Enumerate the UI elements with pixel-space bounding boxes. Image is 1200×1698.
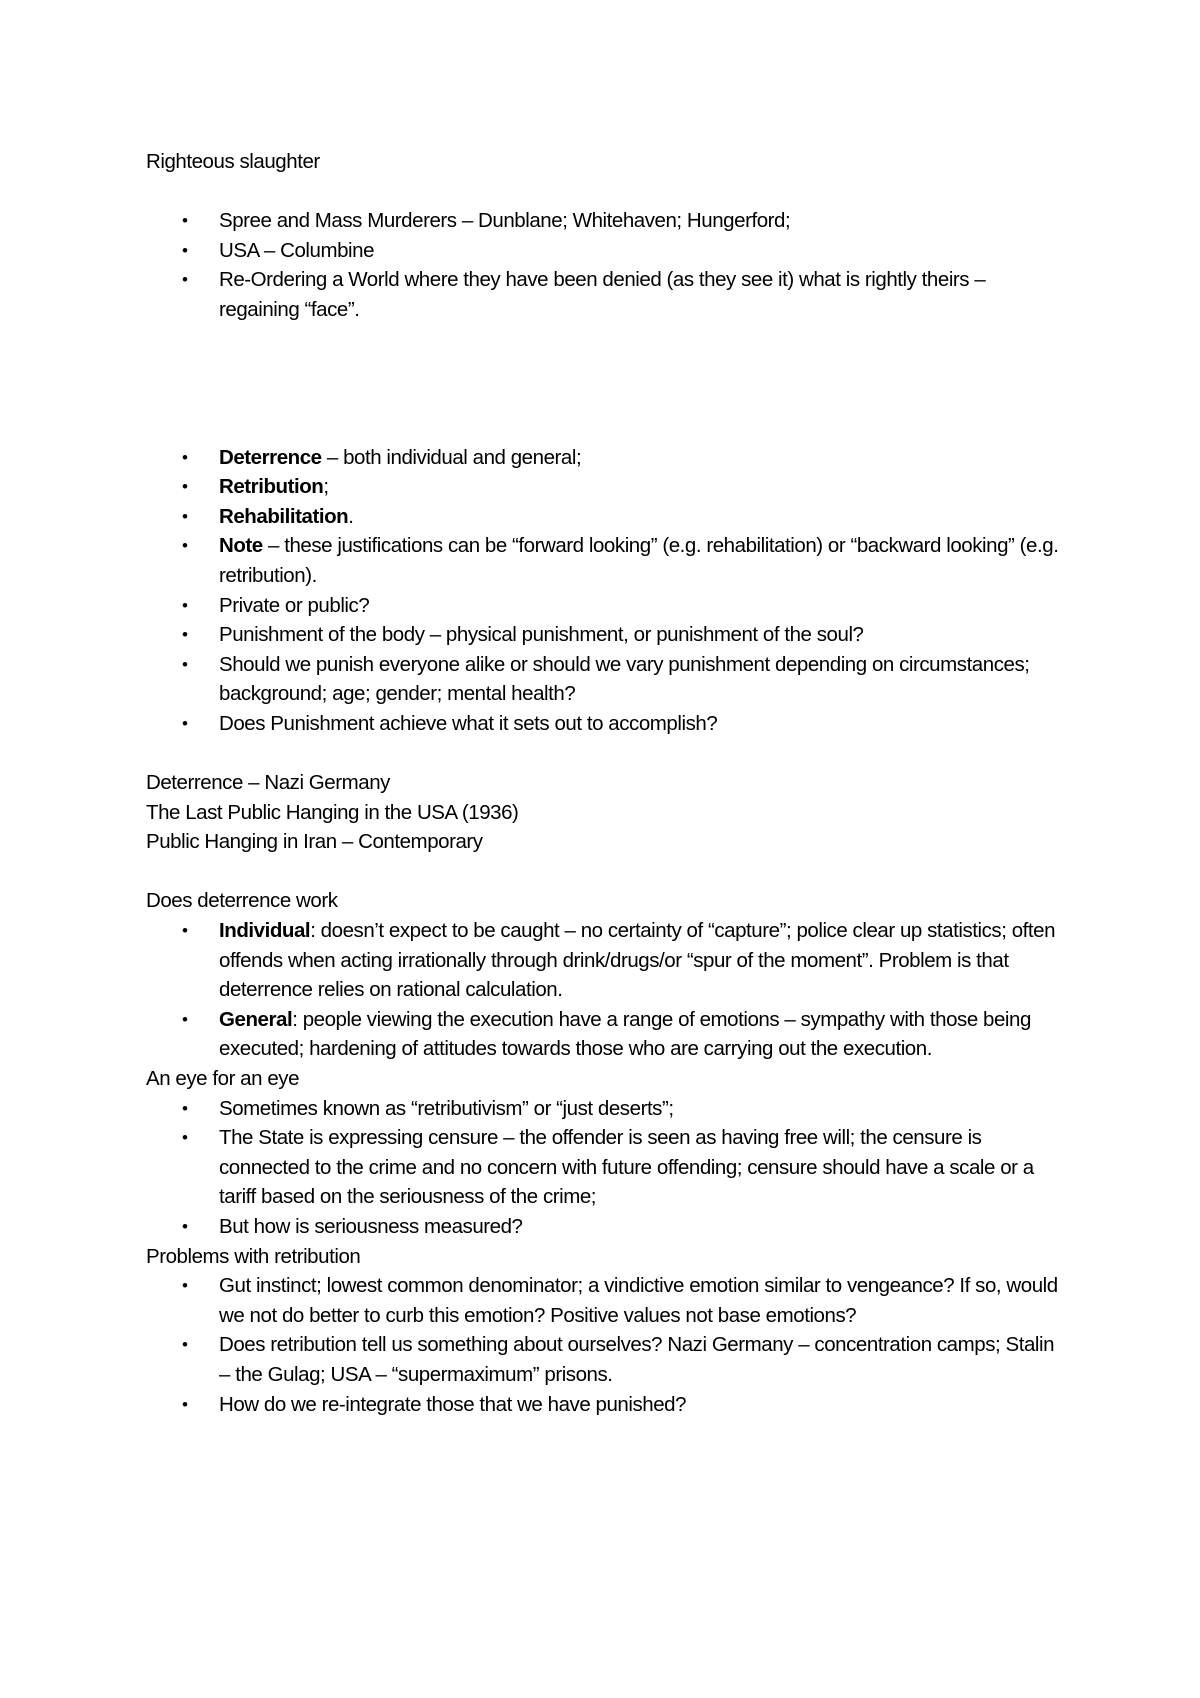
list-item: • Rehabilitation. — [146, 502, 1066, 532]
eye-for-eye-list — [146, 1094, 1066, 1242]
deterrence-list — [146, 916, 1066, 1064]
document-body — [146, 147, 1066, 1419]
item-bold: Individual — [219, 919, 311, 943]
list-item: • Individual: doesn’t expect to be caught – no certainty of “capture”; police clear up statistics; often offends when acting irrationally through drink/drugs/or “spur of the moment”. Problem is that deterrence relies on rational calculation. — [146, 916, 1066, 1005]
list-item: • Re-Ordering a World where they have been denied (as they see it) what is rightly theirs – regaining “face”. — [146, 265, 1066, 324]
example-line: The Last Public Hanging in the USA (1936) — [146, 800, 519, 824]
example-line: Public Hanging in Iran – Contemporary — [146, 830, 483, 854]
heading-problems-with-retribution: Problems with retribution — [146, 1244, 361, 1268]
list-item: • Gut instinct; lowest common denominator; a vindictive emotion similar to vengeance? If so, would we not do better to curb this emotion? Positive values not base emotions? — [146, 1271, 1066, 1330]
item-bold: Note — [219, 534, 263, 558]
righteous-slaughter-list — [146, 206, 1066, 324]
item-bold: Retribution — [219, 475, 324, 499]
list-item: • Retribution; — [146, 472, 1066, 502]
item-bold: Rehabilitation — [219, 504, 349, 528]
heading-righteous-slaughter: Righteous slaughter — [146, 150, 320, 173]
list-item: • How do we re-integrate those that we have punished? — [146, 1390, 1066, 1420]
list-item: • Does retribution tell us something about ourselves? Nazi Germany – concentration camps; Stalin – the Gulag; USA – “supermaximum” prisons. — [146, 1330, 1066, 1389]
retribution-problems-list — [146, 1271, 1066, 1419]
list-item: • Should we punish everyone alike or should we vary punishment depending on circumstances; background; age; gender; mental health? — [146, 650, 1066, 709]
list-item: • USA – Columbine — [146, 236, 1066, 266]
list-item: • Note – these justifications can be “forward looking” (e.g. rehabilitation) or “backward looking” (e.g. retribution). — [146, 531, 1066, 590]
heading-eye-for-an-eye: An eye for an eye — [146, 1067, 300, 1091]
justifications-list — [146, 443, 1066, 739]
list-item: • Sometimes known as “retributivism” or “just deserts”; — [146, 1094, 1066, 1124]
list-item: • Private or public? — [146, 591, 1066, 621]
list-item: • The State is expressing censure – the offender is seen as having free will; the censure is connected to the crime and no concern with future offending; censure should have a scale or a tariff based on the seriousness of the crime; — [146, 1123, 1066, 1212]
list-item: • Spree and Mass Murderers – Dunblane; Whitehaven; Hungerford; — [146, 206, 1066, 236]
list-item: • General: people viewing the execution have a range of emotions – sympathy with those being executed; hardening of attitudes towards those who are carrying out the execution. — [146, 1005, 1066, 1064]
list-item: • But how is seriousness measured? — [146, 1212, 1066, 1242]
list-item: • Punishment of the body – physical punishment, or punishment of the soul? — [146, 620, 1066, 650]
list-item: • Does Punishment achieve what it sets out to accomplish? — [146, 709, 1066, 739]
item-bold: General — [219, 1007, 293, 1031]
heading-does-deterrence-work: Does deterrence work — [146, 889, 338, 913]
list-item: • Deterrence – both individual and general; — [146, 443, 1066, 473]
item-bold: Deterrence — [219, 445, 322, 469]
example-line: Deterrence – Nazi Germany — [146, 771, 390, 795]
